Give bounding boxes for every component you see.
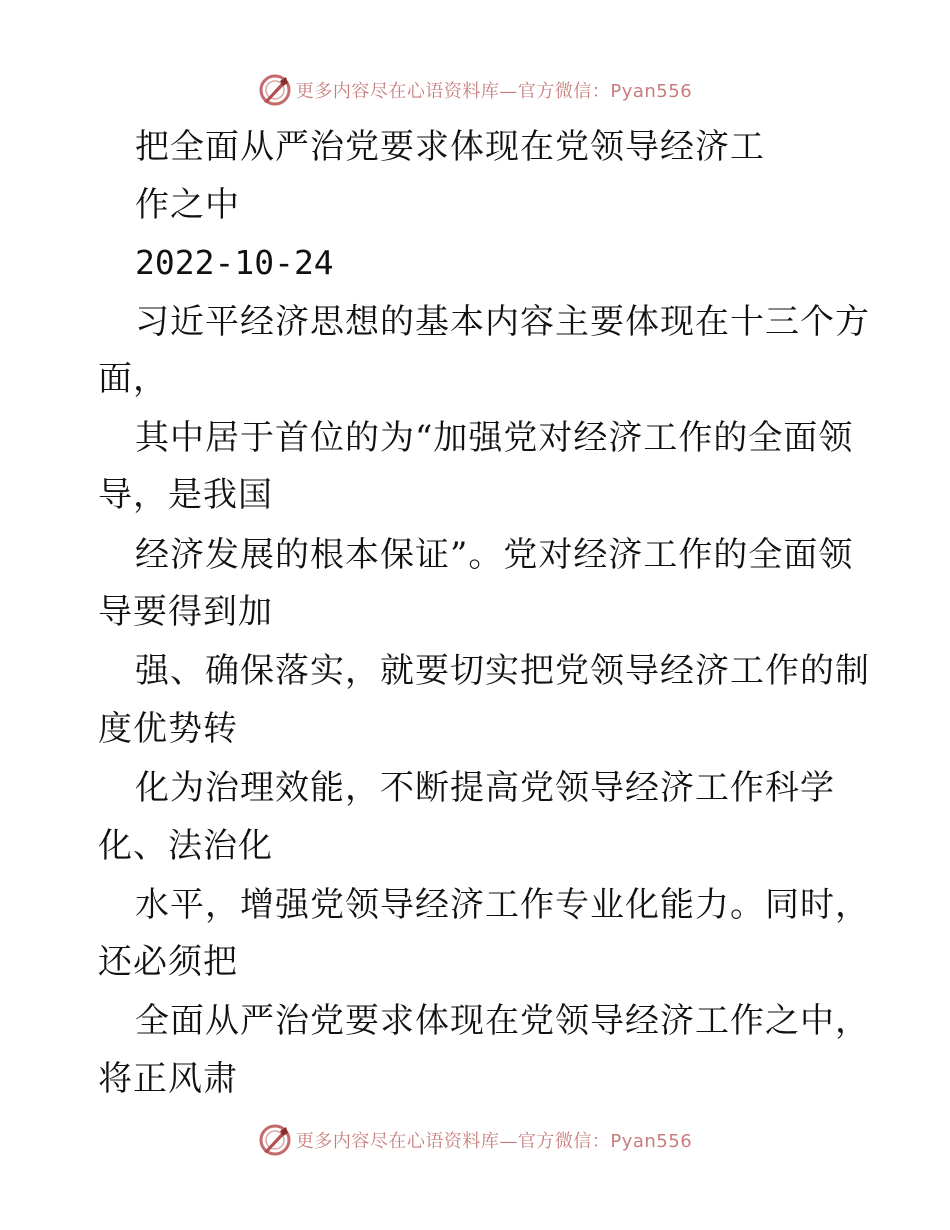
- quill-logo-icon: [258, 73, 292, 107]
- paragraph-line: 其中居于首位的为“加强党对经济工作的全面领: [135, 418, 854, 458]
- document-date: 2022-10-24: [135, 243, 334, 282]
- paragraph-line: 还必须把: [98, 942, 238, 982]
- paragraph-line: 化为治理效能，不断提高党领导经济工作科学: [135, 768, 835, 808]
- paragraph-line: 化、法治化: [98, 826, 273, 866]
- paragraph-line: 强、确保落实，就要切实把党领导经济工作的制: [135, 651, 870, 691]
- watermark-text: [296, 77, 692, 103]
- paragraph-line: 习近平经济思想的基本内容主要体现在十三个方: [135, 302, 870, 342]
- paragraph-line: 度优势转: [98, 709, 238, 749]
- document-title-line-2: 作之中: [135, 185, 240, 225]
- footer-watermark: [0, 1120, 950, 1160]
- quill-logo-icon: [258, 1123, 292, 1157]
- paragraph-line: 水平，增强党领导经济工作专业化能力。同时，: [135, 885, 870, 925]
- document-title-line-1: 把全面从严治党要求体现在党领导经济工: [135, 127, 765, 167]
- watermark-label: 更多内容尽在心语资料库—官方微信：: [295, 1131, 611, 1152]
- watermark-label: 更多内容尽在心语资料库—官方微信：: [295, 81, 611, 102]
- paragraph-line: 导，是我国: [98, 475, 273, 515]
- paragraph-line: 经济发展的根本保证”。党对经济工作的全面领: [135, 535, 854, 575]
- watermark-wechat-id: Pyan556: [610, 1131, 693, 1152]
- watermark-text: [296, 1127, 692, 1153]
- paragraph-line: 导要得到加: [98, 592, 273, 632]
- paragraph-line: 面，: [98, 359, 168, 399]
- paragraph-line: 全面从严治党要求体现在党领导经济工作之中，: [135, 1001, 870, 1041]
- header-watermark: [0, 70, 950, 110]
- paragraph-line: 将正风肃: [98, 1059, 238, 1099]
- watermark-wechat-id: Pyan556: [610, 81, 693, 102]
